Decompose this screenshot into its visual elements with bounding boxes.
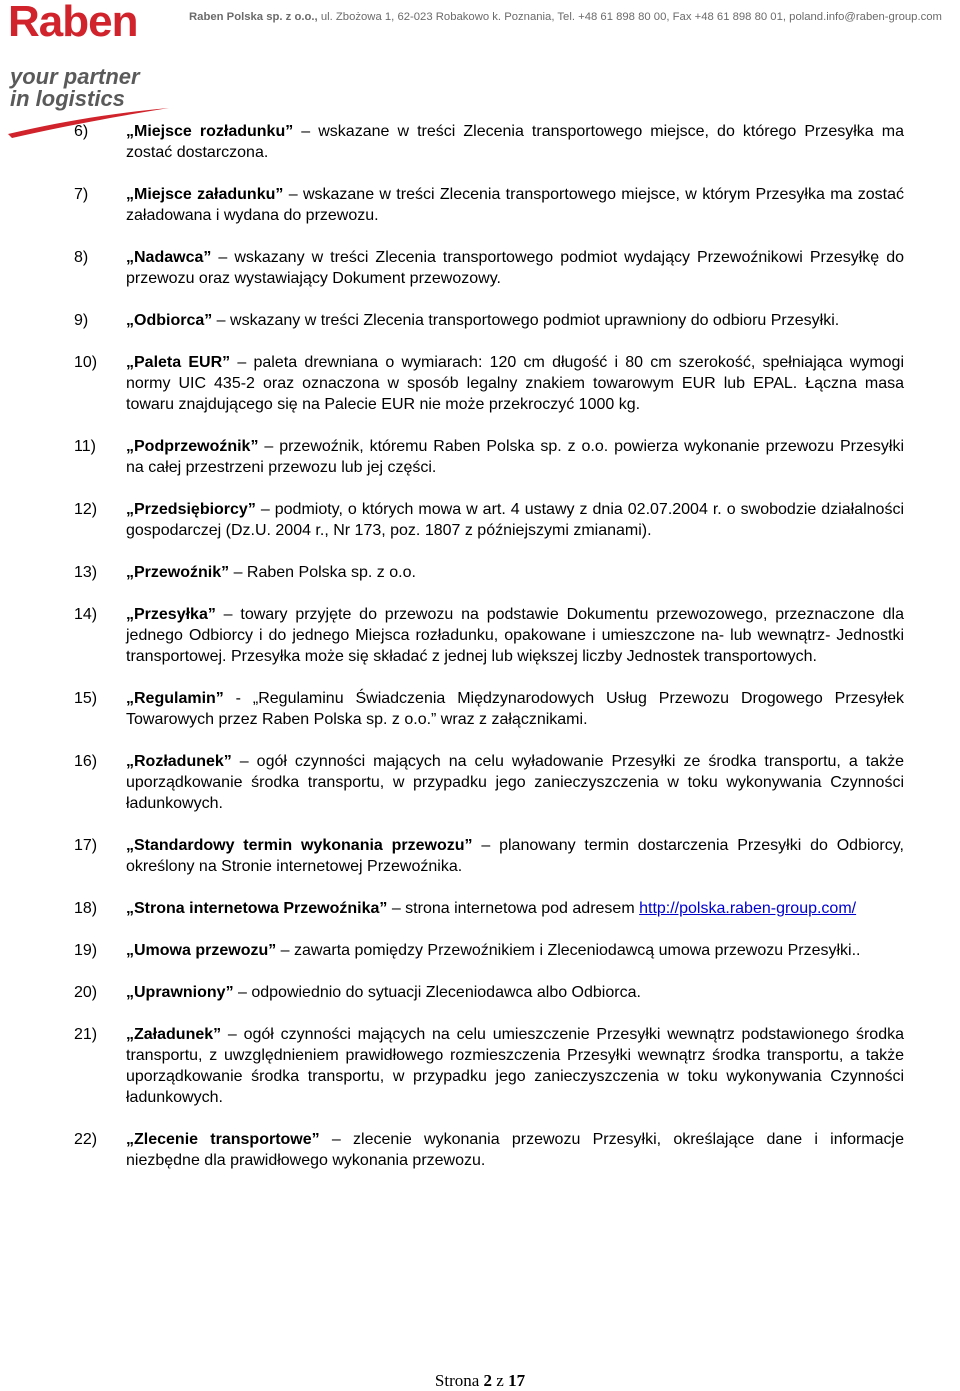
definition-term: „Standardowy termin wykonania przewozu”	[126, 837, 473, 854]
definitions-list	[74, 121, 904, 1192]
definition-item	[74, 604, 904, 667]
definition-text: – ogół czynności mających na celu umieszczenie Przesyłki wewnątrz podstawionego środka transportu, z uwzględnieniem prawidłowego rozmieszczenia Przesyłki wewnątrz środka transportu, a także uporządkowanie środka transportu, w przypadku jego zanieczyszczenia w toku wykonywania Czynności ładunkowych.	[126, 1026, 904, 1106]
definition-number: 16)	[74, 753, 98, 770]
definition-item	[74, 1024, 904, 1108]
definition-item	[74, 436, 904, 478]
definition-item	[74, 898, 904, 919]
footer-page-total: 17	[508, 1371, 526, 1390]
definition-text: – paleta drewniana o wymiarach: 120 cm długość i 80 cm szerokość, spełniająca wymogi normy UIC 435-2 oraz oznaczona w sposób legalny znakiem towarowym EUR lub EPAL. Łączna masa towaru znajdującego się na Palecie EUR nie może przekroczyć 1000 kg.	[126, 354, 905, 413]
definition-text: – ogół czynności mających na celu wyładowanie Przesyłki ze środka transportu, a także uporządkowanie środka transportu, w przypadku jego zanieczyszczenia w toku wykonywania Czynności ładunkowych.	[126, 753, 904, 812]
definition-number: 13)	[74, 564, 98, 581]
definition-number: 17)	[74, 837, 98, 854]
definition-number: 20)	[74, 984, 98, 1001]
logo-wordmark: Raben	[8, 0, 138, 46]
definition-term: „Miejsce załadunku”	[126, 186, 284, 203]
website-link[interactable]: http://polska.raben-group.com/	[639, 900, 857, 917]
footer-page-number: 2	[483, 1371, 493, 1390]
definition-text: – wskazany w treści Zlecenia transportowego podmiot wydający Przewoźnikowi Przesyłkę do przewozu oraz wystawiający Dokument przewozowy.	[126, 249, 904, 287]
definition-number: 6)	[74, 123, 89, 140]
definition-term: „Nadawca”	[126, 249, 212, 266]
definition-item	[74, 688, 904, 730]
definition-number: 10)	[74, 354, 98, 371]
definition-text: – wskazany w treści Zlecenia transportowego podmiot uprawniony do odbioru Przesyłki.	[212, 312, 840, 329]
definition-term: „Przesyłka”	[126, 606, 216, 623]
definition-term: „Przewoźnik”	[126, 564, 230, 581]
definition-text: – przewoźnik, któremu Raben Polska sp. z o.o. powierza wykonanie przewozu Przesyłki na całej przestrzeni przewozu lub jej części.	[126, 438, 904, 476]
definition-number: 19)	[74, 942, 98, 959]
definition-item	[74, 184, 904, 226]
definition-term: „Podprzewoźnik”	[126, 438, 259, 455]
definition-term: „Regulamin”	[126, 690, 224, 707]
definition-term: „Załadunek”	[126, 1026, 222, 1043]
definition-number: 8)	[74, 249, 89, 266]
definition-text: – podmioty, o których mowa w art. 4 ustawy z dnia 02.07.2004 r. o swobodzie działalności gospodarczej (Dz.U. 2004 r., Nr 173, poz. 1807 z późniejszymi zmianami).	[126, 501, 904, 539]
definition-item	[74, 940, 904, 961]
definition-item	[74, 499, 904, 541]
definition-number: 15)	[74, 690, 98, 707]
definition-text: – odpowiednio do sytuacji Zleceniodawca albo Odbiorca.	[233, 984, 641, 1001]
definition-text: – planowany termin dostarczenia Przesyłki do Odbiorcy, określony na Stronie internetowej Przewoźnika.	[126, 837, 904, 875]
definition-item	[74, 1129, 904, 1171]
definition-text: – Raben Polska sp. z o.o.	[229, 564, 416, 581]
definition-number: 11)	[74, 438, 96, 455]
definition-text: - „Regulaminu Świadczenia Międzynarodowych Usług Przewozu Drogowego Przesyłek Towarowych przez Raben Polska sp. z o.o.” wraz z załącznikami.	[126, 690, 904, 728]
definition-number: 9)	[74, 312, 89, 329]
definition-term: „Paleta EUR”	[126, 354, 231, 371]
company-name: Raben Polska sp. z o.o.,	[189, 11, 318, 23]
definition-text: – strona internetowa pod adresem	[387, 900, 640, 917]
definition-item	[74, 247, 904, 289]
definition-number: 12)	[74, 501, 98, 518]
definition-number: 7)	[74, 186, 89, 203]
definition-term: „Umowa przewozu”	[126, 942, 277, 959]
page-footer	[0, 1371, 960, 1391]
definition-term: „Przedsiębiorcy”	[126, 501, 256, 518]
definition-number: 21)	[74, 1026, 98, 1043]
definition-text: – wskazane w treści Zlecenia transportowego miejsce, w którym Przesyłka ma zostać załadowana i wydana do przewozu.	[126, 186, 904, 224]
definition-number: 18)	[74, 900, 98, 917]
tagline-line-1: your partner	[10, 64, 140, 89]
definition-number: 22)	[74, 1131, 98, 1148]
company-header	[189, 11, 959, 23]
tagline-line-2: in logistics	[10, 86, 125, 111]
definition-item	[74, 751, 904, 814]
definition-text: – wskazane w treści Zlecenia transportowego miejsce, do którego Przesyłka ma zostać dostarczona.	[126, 123, 904, 161]
raben-logo	[6, 0, 186, 136]
definition-term: „Strona internetowa Przewoźnika”	[126, 900, 388, 917]
definition-text: – zlecenie wykonania przewozu Przesyłki, określające dane i informacje niezbędne dla prawidłowego wykonania przewozu.	[126, 1131, 904, 1169]
definition-term: „Odbiorca”	[126, 312, 213, 329]
definition-item	[74, 835, 904, 877]
definition-term: „Uprawniony”	[126, 984, 234, 1001]
footer-separator: z	[492, 1371, 509, 1390]
definition-item	[74, 121, 904, 163]
company-address: ul. Zbożowa 1, 62-023 Robakowo k. Poznania, Tel. +48 61 898 80 00, Fax +48 61 898 80 01, poland.info@raben-group.com	[317, 11, 942, 23]
definition-text: – towary przyjęte do przewozu na podstawie Dokumentu przewozowego, przeznaczone dla jednego Odbiorcy i do jednego Miejsca rozładunku, opakowane i umieszczone na- lub wewnątrz- Jednostki transportowej. Przesyłka może się składać z jednej lub większej liczby Jednostek transportowych.	[126, 606, 904, 665]
definition-term: „Rozładunek”	[126, 753, 232, 770]
definition-term: „Miejsce rozładunku”	[126, 123, 294, 140]
definition-item	[74, 562, 904, 583]
definition-item	[74, 982, 904, 1003]
definition-term: „Zlecenie transportowe”	[126, 1131, 320, 1148]
footer-prefix: Strona	[434, 1371, 484, 1390]
definition-number: 14)	[74, 606, 98, 623]
definition-item	[74, 310, 904, 331]
definition-text: – zawarta pomiędzy Przewoźnikiem i Zleceniodawcą umowa przewozu Przesyłki..	[276, 942, 861, 959]
definition-item	[74, 352, 904, 415]
